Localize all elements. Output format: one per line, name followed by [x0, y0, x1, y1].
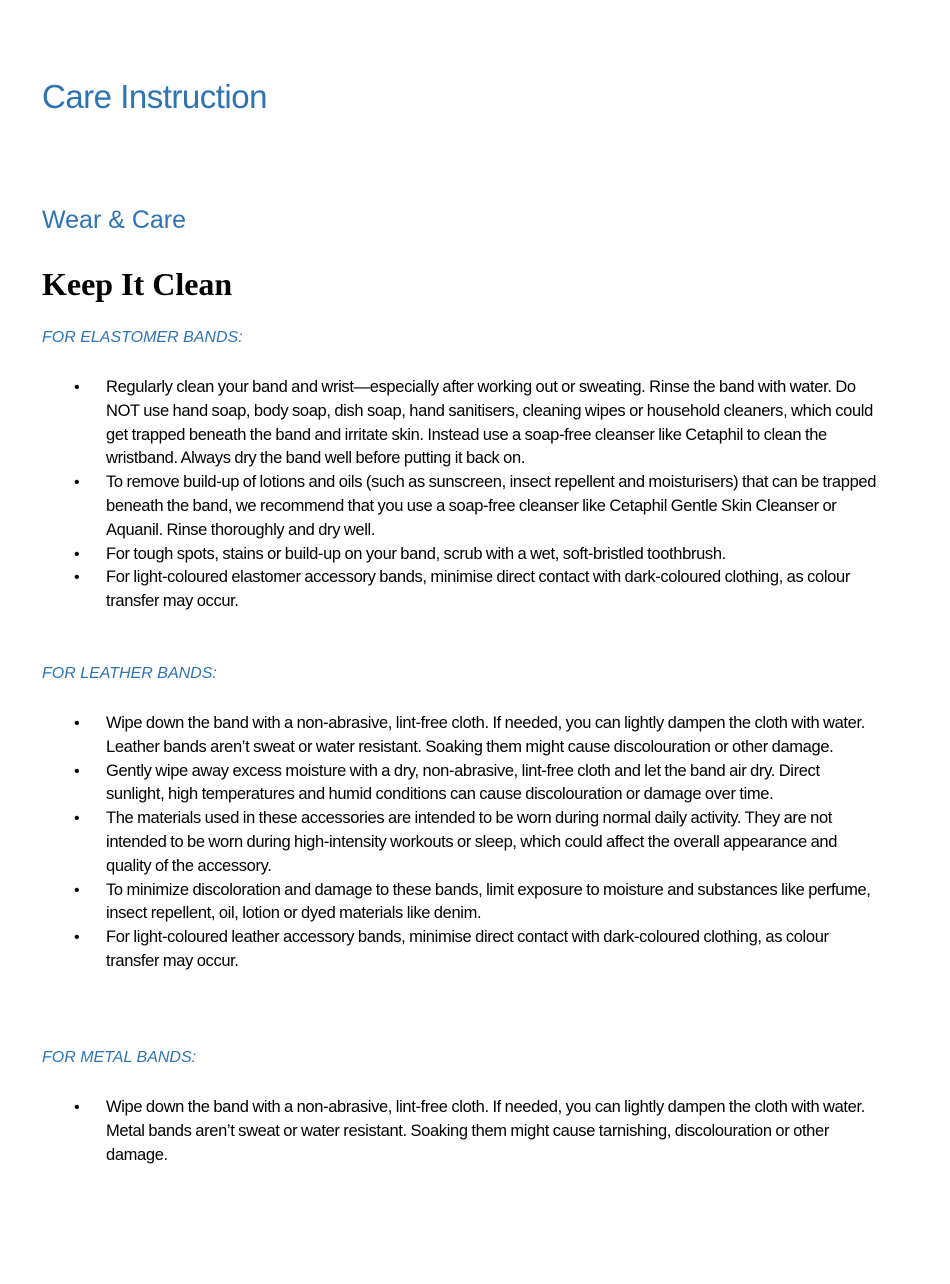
- bullet-icon: •: [74, 379, 80, 396]
- bullet-icon: •: [74, 569, 80, 587]
- bullet-icon: •: [74, 1099, 80, 1116]
- subheading-leather-bands: FOR LEATHER BANDS:: [42, 665, 217, 682]
- elastomer-bands-list: [0, 376, 950, 614]
- list-item-text: Wipe down the band with a non-abrasive, lint-free cloth. If needed, you can lightly dampen the cloth with water. Leather bands aren’t sweat or water resistant. Soaking them might cause discolouration or other damage.: [106, 714, 865, 756]
- bullet-icon: •: [74, 715, 80, 732]
- bullet-icon: •: [74, 929, 80, 947]
- list-item: [0, 879, 950, 927]
- subheading-elastomer-bands: FOR ELASTOMER BANDS:: [42, 329, 243, 346]
- list-item: [0, 1096, 950, 1167]
- list-item-text: To remove build-up of lotions and oils (such as sunscreen, insect repellent and moisturisers) that can be trapped beneath the band, we recommend that you use a soap-free cleanser like Cetaphil Gentle Skin Cleanser or Aquanil. Rinse thoroughly and dry well.: [106, 473, 877, 539]
- heading-keep-it-clean: Keep It Clean: [42, 266, 233, 302]
- bullet-icon: •: [74, 474, 80, 492]
- bullet-icon: •: [74, 810, 80, 828]
- section-heading-wear-care: Wear & Care: [42, 206, 187, 234]
- leather-bands-list: [0, 712, 950, 974]
- list-item: [0, 926, 950, 974]
- list-item-text: For light-coloured leather accessory bands, minimise direct contact with dark-coloured clothing, as colour transfer may occur.: [106, 928, 829, 970]
- list-item-text: Wipe down the band with a non-abrasive, lint-free cloth. If needed, you can lightly dampen the cloth with water. Metal bands aren’t sweat or water resistant. Soaking them might cause tarnishing, discolouration or other damage.: [106, 1098, 865, 1164]
- list-item: [0, 543, 950, 567]
- list-item: [0, 566, 950, 614]
- list-item-text: For tough spots, stains or build-up on your band, scrub with a wet, soft-bristled toothbrush.: [106, 544, 726, 563]
- bullet-icon: •: [74, 762, 80, 780]
- list-item: [0, 807, 950, 878]
- list-item: [0, 471, 950, 542]
- bullet-icon: •: [74, 881, 80, 899]
- bullet-icon: •: [74, 545, 80, 563]
- list-item-text: Gently wipe away excess moisture with a dry, non-abrasive, lint-free cloth and let the band air dry. Direct sunlight, high temperatures and humid conditions can cause discolouration or damage over time.: [106, 761, 820, 804]
- subheading-metal-bands: FOR METAL BANDS:: [42, 1049, 197, 1066]
- list-item: [0, 712, 950, 760]
- list-item-text: Regularly clean your band and wrist—especially after working out or sweating. Rinse the band with water. Do NOT use hand soap, body soap, dish soap, hand sanitisers, cleaning wipes or household cleaners, which could get trapped beneath the band and irritate skin. Instead use a soap-free cleanser like Cetaphil to clean the wristband. Always dry the band well before putting it back on.: [106, 378, 873, 468]
- list-item-text: For light-coloured elastomer accessory bands, minimise direct contact with dark-coloured clothing, as colour transfer may occur.: [106, 568, 850, 611]
- metal-bands-list: [0, 1096, 950, 1167]
- document-title: Care Instruction: [42, 78, 267, 115]
- list-item: [0, 376, 950, 471]
- list-item: [0, 760, 950, 808]
- list-item-text: To minimize discoloration and damage to these bands, limit exposure to moisture and substances like perfume, insect repellent, oil, lotion or dyed materials like denim.: [106, 880, 871, 923]
- list-item-text: The materials used in these accessories are intended to be worn during normal daily activity. They are not intended to be worn during high-intensity workouts or sleep, which could affect the overall appearance and quality of the accessory.: [106, 809, 838, 875]
